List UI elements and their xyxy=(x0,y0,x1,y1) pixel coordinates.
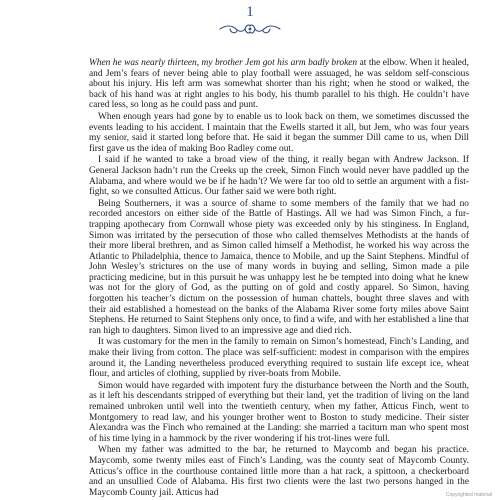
paragraph-lead: When he was nearly thirteen, my brother Jem got his arm badly broken xyxy=(89,58,358,68)
paragraph-text: When my father was admitted to the bar, he returned to Maycomb and began his practice. Maycomb, some twenty miles east of Finch’s Landing, was the county seat of Maycomb County. Atticus’s office in the courthouse contained little more than a hat rack, a spittoon, a checkerboard and an unsullied Code of Alabama. His first two clients were the last two persons hanged in the Maycomb County jail. Atticus had xyxy=(89,445,469,498)
paragraph xyxy=(89,199,469,337)
paragraph-text: When enough years had gone by to enable us to look back on them, we sometimes discussed the events leading to his accident. I maintain that the Ewells started it all, but Jem, who was four years my senior, said it started long before that. He said it began the summer Dill came to us, when Dill first gave us the idea of making Boo Radley come out. xyxy=(89,111,469,154)
paragraph-text: Being Southerners, it was a source of shame to some members of the family that we had no recorded ancestors on either side of the Battle of Hastings. All we had was Simon Finch, a fur-trapping apothecary from Cornwall whose piety was exceeded only by his stinginess. In England, Simon was irritated by the persecution of those who called themselves Methodists at the hands of their more liberal brethren, and as Simon called himself a Methodist, he worked his way across the Atlantic to Philadelphia, thence to Jamaica, thence to Mobile, and up the Saint Stephens. Mindful of John Wesley’s strictures on the use of many words in buying and selling, Simon made a pile practicing medicine, but in this pursuit he was unhappy lest he be tempted into doing what he knew was not for the glory of God, as the putting on of gold and costly apparel. So Simon, having forgotten his teacher’s dictum on the possession of human chattels, bought three slaves and with their aid established a homestead on the banks of the Alabama River some forty miles above Saint Stephens. He returned to Saint Stephens only once, to find a wife, and with her established a line that ran high to daughters. Simon lived to an impressive age and died rich. xyxy=(89,198,469,336)
paragraph xyxy=(89,112,469,154)
paragraph-text: I said if he wanted to take a broad view of the thing, it really began with Andrew Jackson. If General Jackson hadn’t run the Creeks up the creek, Simon Finch would never have paddled up the Alabama, and where would we be if he hadn’t? We were far too old to settle an argument with a fist-fight, so we consulted Atticus. Our father said we were both right. xyxy=(89,155,469,198)
chapter-number: 1 xyxy=(246,4,254,20)
paragraph-text: It was customary for the men in the family to remain on Simon’s homestead, Finch’s Landing, and make their living from cotton. The place was self-sufficient: modest in comparison with the empires around it, the Landing nevertheless produced everything required to sustain life except ice, wheat flour, and articles of clothing, supplied by river-boats from Mobile. xyxy=(89,337,469,380)
paragraph xyxy=(89,445,469,498)
ornament-flourish-icon xyxy=(218,22,282,36)
paragraph xyxy=(89,155,469,197)
copyright-watermark: Copyrighted material xyxy=(445,492,492,498)
paragraph xyxy=(89,58,469,111)
paragraph-text: Simon would have regarded with impotent fury the disturbance between the North and the South, as it left his descendants stripped of everything but their land, yet the tradition of living on the land remained unbroken until well into the twentieth century, when my father, Atticus Finch, went to Montgomery to read law, and his younger brother went to Boston to study medicine. Their sister Alexandra was the Finch who remained at the Landing: she married a taciturn man who spent most of his time lying in a hammock by the river wondering if his trot-lines were full. xyxy=(89,380,469,444)
paragraph xyxy=(89,337,469,379)
chapter-text xyxy=(89,58,469,499)
paragraph xyxy=(89,381,469,445)
paragraph-text: at the elbow. When it healed, and Jem’s fears of never being able to play football were assuaged, he was seldom self-conscious about his injury. His left arm was somewhat shorter than his right; when he stood or walked, the back of his hand was at right angles to his body, his thumb parallel to his thigh. He couldn’t have cared less, so long as he could pass and punt. xyxy=(89,58,469,111)
